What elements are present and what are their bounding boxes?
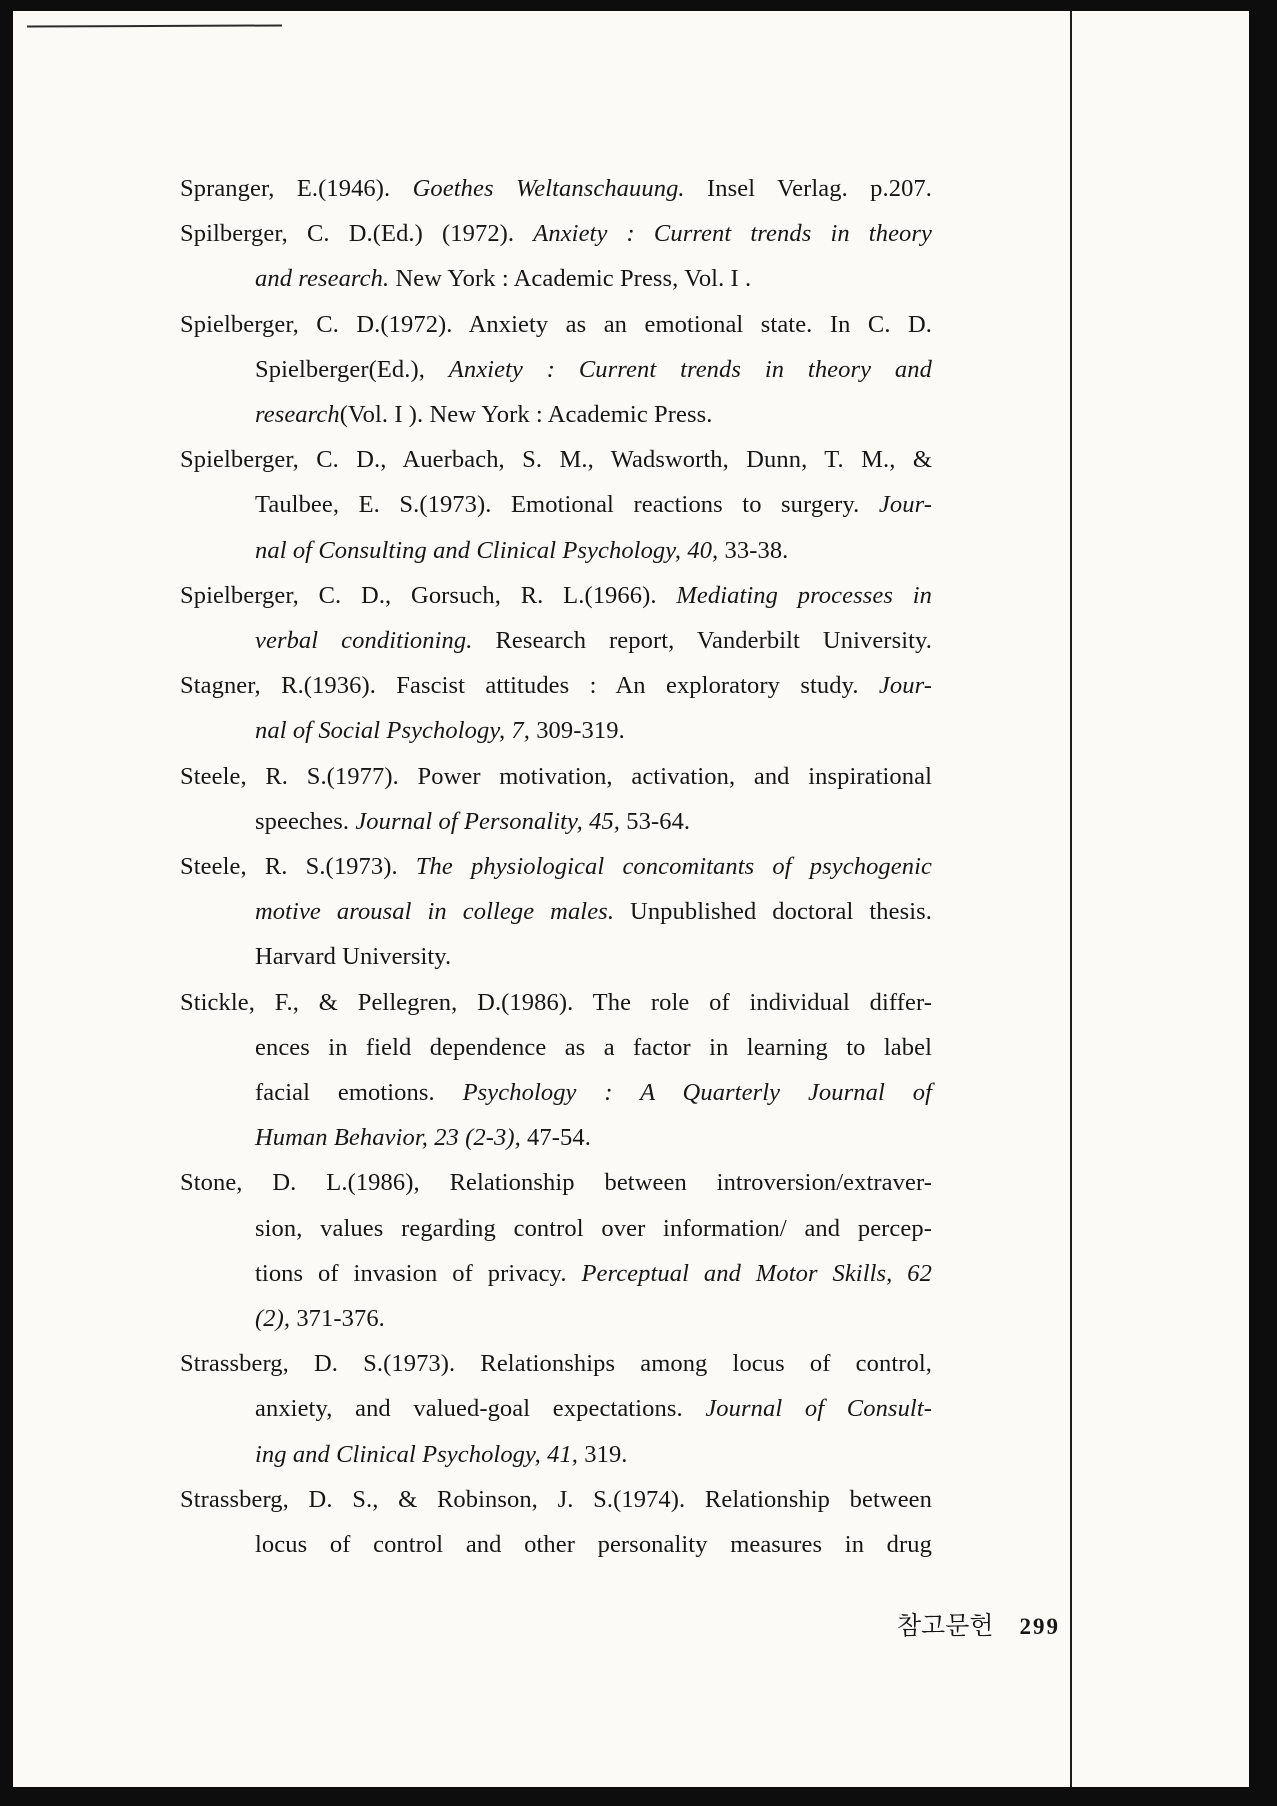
- footer-section-title: 참고문헌: [896, 1613, 994, 1640]
- reference-italic-text: verbal conditioning.: [255, 627, 473, 655]
- reference-line: [180, 618, 932, 663]
- page-footer: [180, 1603, 1060, 1651]
- reference-text: tions of invasion of privacy.: [255, 1259, 582, 1287]
- reference-italic-text: nal of Social Psychology, 7,: [255, 717, 530, 745]
- reference-text: Spranger, E.(1946).: [180, 175, 413, 202]
- reference-line: [180, 934, 932, 979]
- reference-text: Spielberger(Ed.),: [255, 355, 449, 383]
- reference-text: 309-319.: [529, 717, 625, 745]
- reference-line: [180, 708, 932, 753]
- reference-text: speeches.: [255, 807, 356, 835]
- reference-entry: [180, 1160, 932, 1341]
- reference-text: Taulbee, E. S.(1973). Emotional reactions to surgery.: [255, 491, 879, 519]
- reference-entry: [180, 754, 932, 844]
- reference-italic-text: Jour-: [878, 491, 932, 519]
- reference-text: Insel Verlag. p.207.: [684, 175, 932, 202]
- reference-line: [180, 392, 932, 437]
- reference-italic-text: Jour-: [878, 672, 932, 700]
- reference-line: [180, 573, 932, 618]
- reference-entry: [180, 980, 932, 1161]
- reference-text: New York : Academic Press, Vol. I .: [389, 265, 752, 293]
- reference-text: 319.: [578, 1440, 628, 1468]
- reference-line: [180, 754, 932, 799]
- reference-italic-text: Goethes Weltanschauung.: [412, 175, 685, 202]
- scanned-page: [13, 11, 1249, 1787]
- reference-italic-text: The physiological concomitants of psychogenic: [415, 853, 932, 881]
- reference-text: anxiety, and valued-goal expectations.: [255, 1395, 706, 1423]
- reference-line: [180, 1115, 932, 1160]
- scan-artifact-line: [27, 24, 282, 27]
- reference-text: sion, values regarding control over information/ and percep-: [255, 1214, 932, 1242]
- reference-italic-text: (2),: [255, 1305, 291, 1333]
- reference-text: Spilberger, C. D.(Ed.) (1972).: [180, 220, 534, 248]
- reference-entry: [180, 166, 932, 211]
- reference-line: [180, 1432, 932, 1477]
- reference-text: Stickle, F., & Pellegren, D.(1986). The role of individual differ-: [180, 988, 932, 1016]
- reference-text: Research report, Vanderbilt University.: [472, 627, 933, 655]
- reference-text: Strassberg, D. S., & Robinson, J. S.(1974). Relationship between: [180, 1485, 932, 1513]
- reference-text: Strassberg, D. S.(1973). Relationships among locus of control,: [180, 1350, 932, 1378]
- reference-text: 33-38.: [718, 536, 789, 564]
- reference-text: Stone, D. L.(1986), Relationship between introversion/extraver-: [180, 1169, 932, 1197]
- reference-entry: [180, 573, 932, 663]
- reference-entry: [180, 211, 932, 301]
- reference-line: [180, 1251, 932, 1296]
- reference-italic-text: Anxiety : Current trends in theory: [533, 220, 932, 248]
- reference-line: [180, 1160, 932, 1205]
- reference-italic-text: Anxiety : Current trends in theory and: [448, 355, 932, 383]
- reference-line: [180, 1025, 932, 1070]
- reference-line: [180, 1206, 932, 1251]
- footer-page-number: 299: [1019, 1614, 1060, 1639]
- reference-line: [180, 1296, 932, 1341]
- reference-line: [180, 844, 932, 889]
- reference-entry: [180, 1341, 932, 1477]
- reference-line: [180, 211, 932, 256]
- reference-text: facial emotions.: [255, 1079, 463, 1107]
- reference-entry: [180, 663, 932, 753]
- reference-line: [180, 1070, 932, 1115]
- reference-italic-text: Mediating processes in: [676, 581, 932, 609]
- reference-line: [180, 437, 932, 482]
- reference-text: Steele, R. S.(1977). Power motivation, activation, and inspirational: [180, 762, 932, 790]
- reference-text: Spielberger, C. D., Auerbach, S. M., Wadsworth, Dunn, T. M., &: [180, 446, 932, 474]
- reference-line: [180, 528, 932, 573]
- page-edge-line: [1070, 11, 1072, 1787]
- reference-line: [180, 166, 932, 211]
- reference-entry: [180, 844, 932, 980]
- reference-text: Unpublished doctoral thesis.: [614, 898, 932, 926]
- reference-line: [180, 799, 932, 844]
- reference-text: ences in field dependence as a factor in learning to label: [255, 1033, 932, 1061]
- reference-text: 47-54.: [520, 1124, 591, 1152]
- reference-italic-text: motive arousal in college males.: [255, 898, 615, 926]
- reference-text: locus of control and other personality measures in drug: [255, 1531, 932, 1559]
- reference-text: Harvard University.: [255, 943, 452, 971]
- reference-line: [180, 663, 932, 708]
- reference-italic-text: Human Behavior, 23 (2-3),: [255, 1124, 521, 1152]
- reference-line: [180, 347, 932, 392]
- reference-line: [180, 482, 932, 527]
- reference-line: [180, 1386, 932, 1431]
- reference-text: Steele, R. S.(1973).: [180, 853, 416, 881]
- reference-text: 53-64.: [620, 807, 691, 835]
- reference-italic-text: research: [255, 401, 340, 429]
- reference-text: Spielberger, C. D., Gorsuch, R. L.(1966).: [180, 581, 677, 609]
- reference-line: [180, 256, 932, 301]
- reference-line: [180, 889, 932, 934]
- reference-line: [180, 1522, 932, 1567]
- reference-italic-text: Psychology : A Quarterly Journal of: [462, 1079, 932, 1107]
- reference-entry: [180, 1477, 932, 1567]
- reference-text: Stagner, R.(1936). Fascist attitudes : An exploratory study.: [180, 672, 879, 700]
- reference-italic-text: nal of Consulting and Clinical Psychology, 40,: [255, 536, 719, 564]
- reference-entry: [180, 437, 932, 573]
- reference-line: [180, 980, 932, 1025]
- reference-italic-text: Journal of Consult-: [705, 1395, 932, 1423]
- reference-italic-text: Journal of Personality, 45,: [355, 807, 621, 835]
- reference-line: [180, 1341, 932, 1386]
- reference-italic-text: Perceptual and Motor Skills, 62: [581, 1259, 932, 1287]
- reference-entry: [180, 302, 932, 438]
- reference-line: [180, 302, 932, 347]
- reference-text: 371-376.: [290, 1305, 385, 1333]
- reference-line: [180, 1477, 932, 1522]
- reference-text: Spielberger, C. D.(1972). Anxiety as an emotional state. In C. D.: [180, 310, 932, 338]
- reference-italic-text: and research.: [255, 265, 390, 293]
- references-list: [180, 166, 932, 1567]
- reference-text: (Vol. I ). New York : Academic Press.: [339, 401, 713, 429]
- reference-italic-text: ing and Clinical Psychology, 41,: [255, 1440, 579, 1468]
